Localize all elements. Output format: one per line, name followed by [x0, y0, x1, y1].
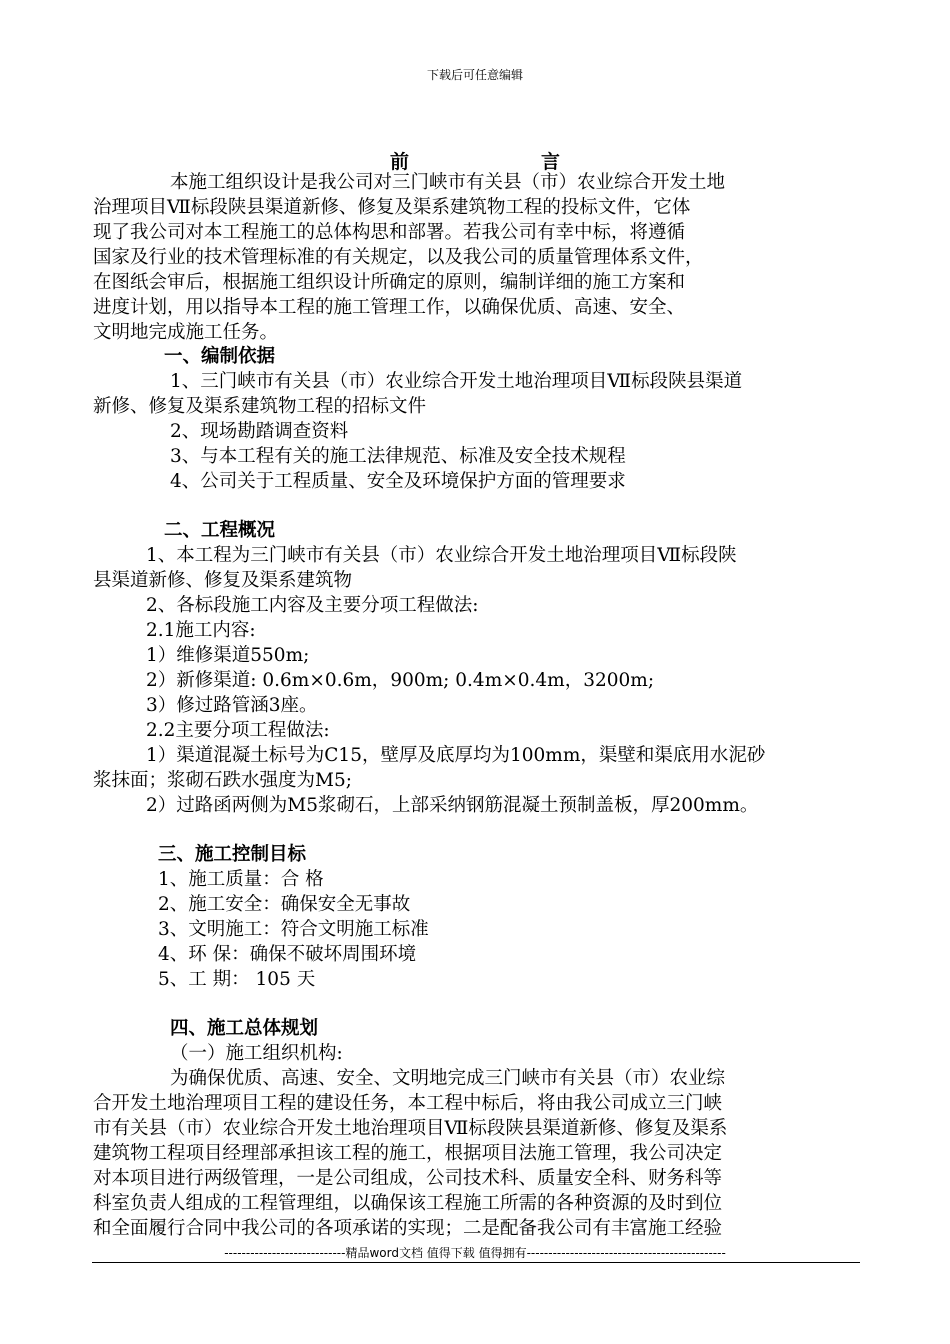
section-heading: 三、施工控制目标 — [158, 844, 307, 865]
body-line: （一）施工组织机构: — [170, 1043, 343, 1064]
body-line: 市有关县（市）农业综合开发土地治理项目Ⅶ标段陕县渠道新修、修复及渠系 — [93, 1118, 728, 1139]
page-title — [0, 147, 950, 174]
section-heading: 一、编制依据 — [164, 346, 276, 367]
body-line: 国家及行业的技术管理标准的有关规定，以及我公司的质量管理体系文件， — [93, 247, 704, 268]
body-line: 1、本工程为三门峡市有关县（市）农业综合开发土地治理项目Ⅶ标段陕 — [146, 545, 737, 566]
page-footer: ----------------------------精品word文档 值得下载 值得拥有---------------------------------------------- — [224, 1246, 726, 1260]
body-line: 2.2主要分项工程做法: — [146, 720, 330, 741]
body-line: 浆抹面；浆砌石跌水强度为M5; — [93, 770, 352, 791]
section-heading: 二、工程概况 — [164, 520, 276, 541]
body-line: 2、现场勘踏调查资料 — [170, 421, 349, 442]
footer-divider — [92, 1262, 860, 1263]
body-line: 合开发土地治理项目工程的建设任务，本工程中标后，将由我公司成立三门峡 — [93, 1093, 723, 1114]
body-line: 4、公司关于工程质量、安全及环境保护方面的管理要求 — [170, 471, 626, 492]
body-line: 科室负责人组成的工程管理组，以确保该工程施工所需的各种资源的及时到位 — [93, 1193, 723, 1214]
body-line: 2.1施工内容: — [146, 620, 256, 641]
body-line: 和全面履行合同中我公司的各项承诺的实现；二是配备我公司有丰富施工经验 — [93, 1218, 723, 1239]
body-line: 3、与本工程有关的施工法律规范、标准及安全技术规程 — [170, 446, 626, 467]
body-line: 2、各标段施工内容及主要分项工程做法: — [146, 595, 479, 616]
body-line: 5、工 期： 105 天 — [158, 969, 316, 990]
title-char-right: 言 — [541, 151, 561, 173]
body-line: 1）渠道混凝土标号为C15，壁厚及底厚均为100mm，渠壁和渠底用水泥砂 — [146, 745, 766, 766]
body-line: 1、施工质量：合 格 — [158, 869, 324, 890]
body-line: 进度计划，用以指导本工程的施工管理工作，以确保优质、高速、安全、 — [93, 297, 686, 318]
body-line: 新修、修复及渠系建筑物工程的招标文件 — [93, 396, 427, 417]
body-line: 本施工组织设计是我公司对三门峡市有关县（市）农业综合开发土地 — [170, 172, 726, 193]
body-line: 2）新修渠道: 0.6m×0.6m，900m; 0.4m×0.4m，3200m; — [146, 670, 655, 691]
body-line: 3、文明施工：符合文明施工标准 — [158, 919, 429, 940]
body-line: 2、施工安全：确保安全无事故 — [158, 894, 411, 915]
body-line: 2）过路函两侧为M5浆砌石，上部采纳钢筋混凝土预制盖板，厚200mm。 — [146, 795, 759, 816]
title-char-left: 前 — [389, 151, 409, 173]
section-heading: 四、施工总体规划 — [170, 1018, 319, 1039]
body-line: 现了我公司对本工程施工的总体构思和部署。若我公司有幸中标，将遵循 — [93, 222, 686, 243]
body-line: 1、三门峡市有关县（市）农业综合开发土地治理项目Ⅶ标段陕县渠道 — [170, 371, 743, 392]
body-line: 1）维修渠道550m; — [146, 645, 310, 666]
page-header: 下载后可任意编辑 — [426, 68, 523, 82]
body-line: 治理项目Ⅶ标段陕县渠道新修、修复及渠系建筑物工程的投标文件，它体 — [93, 197, 691, 218]
body-line: 3）修过路管涵3座。 — [146, 695, 318, 716]
body-line: 在图纸会审后，根据施工组织设计所确定的原则，编制详细的施工方案和 — [93, 272, 686, 293]
body-line: 对本项目进行两级管理，一是公司组成，公司技术科、质量安全科、财务科等 — [93, 1168, 723, 1189]
body-line: 县渠道新修、修复及渠系建筑物 — [93, 570, 353, 591]
body-line: 文明地完成施工任务。 — [93, 322, 279, 343]
body-line: 为确保优质、高速、安全、文明地完成三门峡市有关县（市）农业综 — [170, 1068, 726, 1089]
body-line: 4、环 保：确保不破坏周围环境 — [158, 944, 417, 965]
body-line: 建筑物工程项目经理部承担该工程的施工，根据项目法施工管理，我公司决定 — [93, 1143, 723, 1164]
